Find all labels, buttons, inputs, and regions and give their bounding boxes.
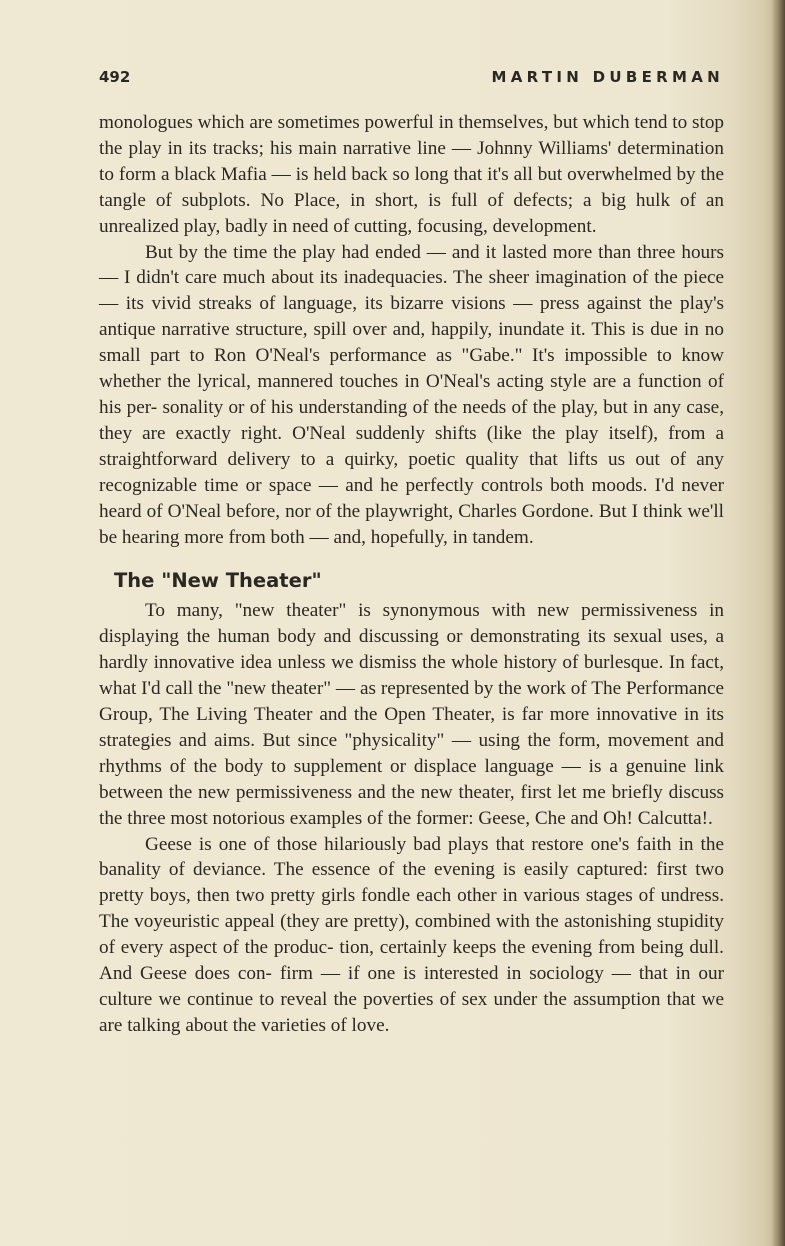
page-number: 492: [99, 68, 131, 86]
paragraph-line: burlesque. In fact, what I'd call the "new theater" — as represented: [99, 652, 724, 700]
paragraph-line: about the varieties of love.: [185, 1014, 390, 1036]
paragraph-line: To many, "new theater" is synonymous with new permissiveness in: [145, 600, 724, 622]
paragraph-line: imagination of the piece — its vivid streaks of language, its bizarre: [99, 267, 725, 315]
paragraph-line: Gordone. But I think we'll be hearing more from both — and, hopefully,: [99, 500, 725, 548]
paragraph-line: Geese is one of those hilariously bad plays that restore one's faith: [145, 833, 672, 855]
paragraph-line: body to supplement or displace language — is a genuine link between: [99, 755, 724, 803]
paragraph-line: in the banality of deviance. The essence of the evening is easily: [99, 833, 724, 881]
paragraph-line: to reveal the poverties of sex under the assumption that we are talking: [99, 989, 725, 1036]
paragraph-line: moods. I'd never heard of O'Neal before, nor of the playwright, Charles: [99, 474, 724, 522]
paragraph-line: the three most notorious examples of the former: Geese, Che and Oh!: [99, 807, 633, 829]
paragraph-line: Williams' determination to form a black Mafia — is held back so long: [99, 137, 724, 185]
paragraph-line: in various stages of undress. The voyeuristic appeal (they are pretty),: [99, 885, 725, 933]
section-heading: The "New Theater": [114, 569, 322, 593]
paragraph-line: But by the time the play had ended — and it lasted more than: [145, 241, 632, 263]
paragraph-line: tion, certainly keeps the evening from being dull. And Geese does con-: [99, 937, 724, 985]
paragraph-line: firm — if one is interested in sociology — that in our culture we continue: [99, 963, 724, 1010]
page-header: [99, 68, 724, 92]
paragraph-1: [99, 110, 724, 240]
paragraph-line: monologues which are sometimes powerful in themselves, but which: [99, 112, 630, 133]
paragraph-line: from a straightforward delivery to a quirky, poetic quality that lifts us: [99, 422, 724, 470]
paragraph-line: tend to stop the play in its tracks; his main narrative line — Johnny: [99, 112, 725, 159]
paragraph-line: need of cutting, focusing, development.: [292, 215, 597, 237]
paragraph-3: [99, 598, 724, 831]
paragraph-line: out of any recognizable time or space — and he perfectly controls both: [99, 448, 724, 496]
paragraph-line: the new permissiveness and the new theater, first let me briefly discuss: [168, 781, 724, 803]
paragraph-line: by the work of The Performance Group, The Living Theater and the: [99, 678, 725, 726]
paragraph-line: mannered touches in O'Neal's acting style are a function of his per-: [99, 371, 725, 418]
paragraph-line: and, happily, inundate it. This is due in no small part to Ron O'Neal's: [99, 319, 724, 367]
paragraph-2: [99, 240, 724, 551]
paragraph-line: three hours — I didn't care much about its inadequacies. The sheer: [99, 241, 724, 289]
paragraph-line: in tandem.: [452, 526, 534, 548]
paragraph-line: that it's all but overwhelmed by the tangle of subplots. No Place, in: [99, 163, 724, 211]
paragraph-line: captured: first two pretty boys, then two pretty girls fondle each other: [99, 859, 725, 907]
paragraph-line: sonality or of his understanding of the needs of the play, but in any: [162, 396, 681, 418]
page-body: [99, 110, 724, 1039]
paragraph-line: combined with the astonishing stupidity of every aspect of the produc-: [99, 911, 725, 959]
paragraph-line: displaying the human body and discussing or demonstrating its sexual: [99, 626, 663, 648]
page-binding-edge: [771, 0, 785, 1246]
paragraph-line: short, is full of defects; a big hulk of an unrealized play, badly in: [99, 189, 725, 237]
paragraph-line: Open Theater, is far more innovative in its strategies and aims. But: [99, 704, 724, 751]
paragraph-line: since "physicality" — using the form, movement and rhythms of the: [99, 729, 725, 777]
paragraph-line: Calcutta!.: [637, 807, 713, 829]
paragraph-line: case, they are exactly right. O'Neal suddenly shifts (like the play itself),: [99, 396, 725, 444]
paragraph-4: [99, 832, 724, 1039]
paragraph-line: visions — press against the play's antique narrative structure, spill over: [99, 293, 725, 341]
paragraph-line: performance as "Gabe." It's impossible to know whether the lyrical,: [99, 345, 724, 393]
paragraph-line: uses, a hardly innovative idea unless we dismiss the whole history of: [99, 626, 725, 674]
running-head: MARTIN DUBERMAN: [491, 68, 724, 86]
